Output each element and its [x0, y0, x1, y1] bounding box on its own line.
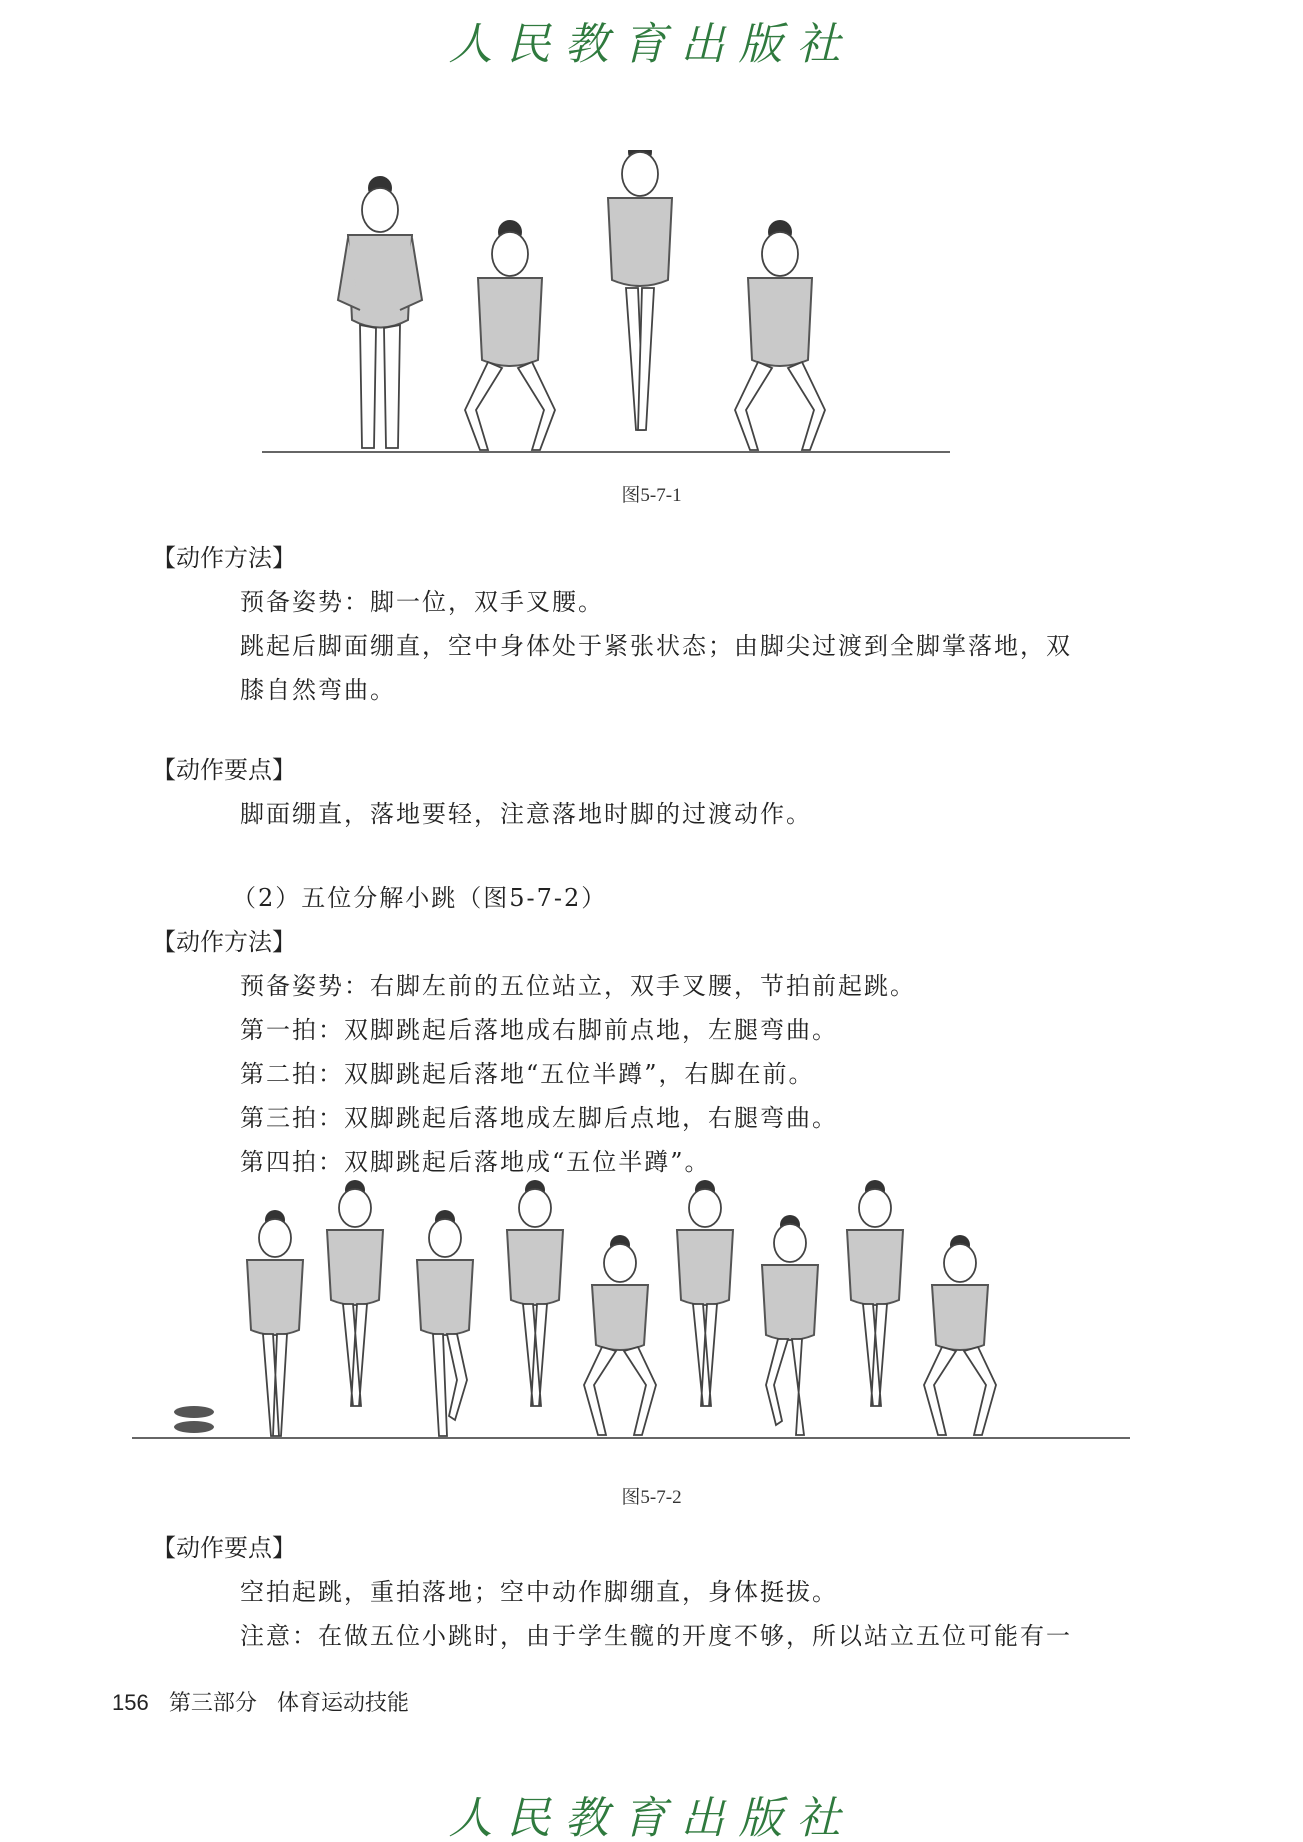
- text-line: 跳起后脚面绷直，空中身体处于紧张状态；由脚尖过渡到全脚掌落地，双: [240, 632, 1072, 660]
- dancer-plie-2: [735, 220, 825, 450]
- dancer-plie: [465, 220, 555, 450]
- text-line: 第四拍：双脚跳起后落地成“五位半蹲”。: [240, 1148, 711, 1176]
- page-footer: [112, 1686, 423, 1717]
- section-heading-method-2: 【动作方法】: [152, 928, 296, 956]
- figure-5-7-1-caption: 图5-7-1: [621, 485, 682, 506]
- figure-5-7-1-illustration: [260, 150, 960, 470]
- text-line: 第三拍：双脚跳起后落地成左脚后点地，右腿弯曲。: [240, 1104, 838, 1132]
- section-heading-keypoints-2: 【动作要点】: [152, 1534, 296, 1562]
- publisher-logo-bottom: 人民教育出版社: [448, 1793, 855, 1842]
- shoe-icon: [174, 1406, 214, 1433]
- footer-part: 第三部分: [168, 1690, 257, 1715]
- footer-chapter: 体育运动技能: [276, 1690, 409, 1715]
- text-line: 第二拍：双脚跳起后落地“五位半蹲”，右脚在前。: [240, 1060, 815, 1088]
- section-heading-method-1: 【动作方法】: [152, 544, 296, 572]
- dancer-jump: [608, 150, 672, 430]
- section-heading-keypoints-1: 【动作要点】: [152, 756, 296, 784]
- subsection-title: （2）五位分解小跳（图5-7-2）: [232, 884, 608, 912]
- text-line: 空拍起跳，重拍落地；空中动作脚绷直，身体挺拔。: [240, 1578, 838, 1606]
- text-line: 第一拍：双脚跳起后落地成右脚前点地，左腿弯曲。: [240, 1016, 838, 1044]
- publisher-logo-top: 人民教育出版社: [448, 19, 855, 70]
- text-line: 预备姿势：右脚左前的五位站立，双手叉腰，节拍前起跳。: [240, 972, 916, 1000]
- text-line: 注意：在做五位小跳时，由于学生髋的开度不够，所以站立五位可能有一: [240, 1622, 1072, 1650]
- text-line: 膝自然弯曲。: [240, 676, 396, 704]
- figure-5-7-2-illustration: [130, 1180, 1140, 1450]
- text-line: 脚面绷直，落地要轻，注意落地时脚的过渡动作。: [240, 800, 812, 828]
- page-number: 156: [112, 1690, 149, 1715]
- text-line: 预备姿势：脚一位，双手叉腰。: [240, 588, 604, 616]
- dancer-standing: [338, 176, 422, 448]
- figure-5-7-2-caption: 图5-7-2: [621, 1487, 682, 1508]
